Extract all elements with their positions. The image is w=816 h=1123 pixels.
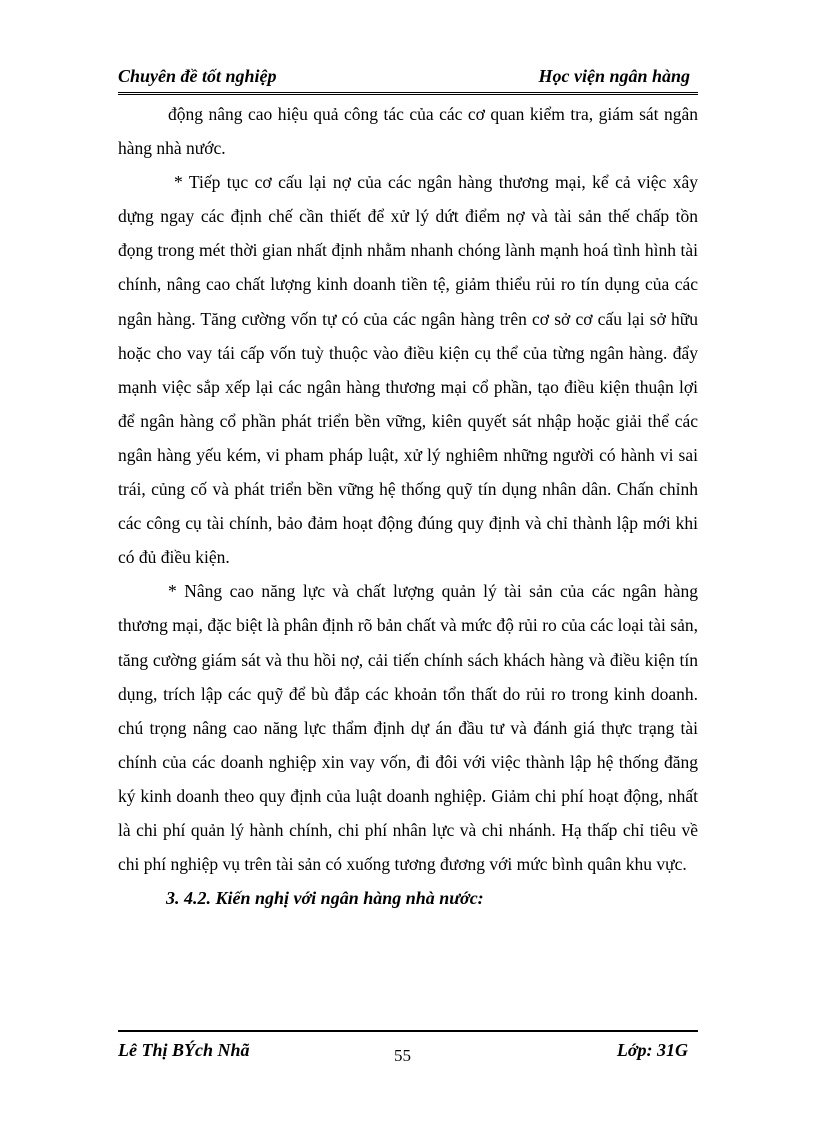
paragraph-asset-management: * Nâng cao năng lực và chất lượng quản lý tài sản của các ngân hàng thương mại, đặc biệt là phân định rõ bản chất và mức độ rủi ro của các loại tài sản, tăng cường giám sát và thu hồi nợ, cải tiến chính sách khách hàng và điều kiện tín dụng, trích lập các quỹ để bù đắp các khoản tổn thất do rủi ro trong kinh doanh. chú trọng nâng cao năng lực thẩm định dự án đầu tư và đánh giá thực trạng tài chính của các doanh nghiệp xin vay vốn, đi đôi với việc thành lập hệ thống đăng ký kinh doanh theo quy định của luật doanh nghiệp. Giảm chi phí hoạt động, nhất là chi phí quản lý hành chính, chi phí nhân lực và chi nhánh. Hạ thấp chỉ tiêu về chi phí nghiệp vụ trên tài sản có xuống tương đương với mức bình quân khu vực. — [118, 581, 698, 875]
paragraph-debt-restructuring: * Tiếp tục cơ cấu lại nợ của các ngân hàng thương mại, kể cả việc xây dựng ngay các định chế cần thiết để xử lý dứt điểm nợ và tài sản thế chấp tồn đọng trong mét thời gian nhất định nhằm nhanh chóng lành mạnh hoá tình hình tài chính, nâng cao chất lượng kinh doanh tiền tệ, giảm thiểu rủi ro tín dụng của các ngân hàng. Tăng cường vốn tự có của các ngân hàng trên cơ sở cơ cấu lại sở hữu hoặc cho vay tái cấp vốn tuỳ thuộc vào điều kiện cụ thể của từng ngân hàng. đẩy mạnh việc sắp xếp lại các ngân hàng thương mại cổ phần, tạo điều kiện thuận lợi để ngân hàng cổ phần phát triển bền vững, kiên quyết sát nhập hoặc giải thể các ngân hàng yếu kém, vi pham pháp luật, xử lý nghiêm những người có hành vi sai trái, củng cố và phát triển bền vững hệ thống quỹ tín dụng nhân dân. Chấn chỉnh các công cụ tài chính, bảo đảm hoạt động đúng quy định và chỉ thành lập mới khi có đủ điều kiện. — [118, 172, 698, 568]
footer-class: Lớp: 31G — [616, 1040, 688, 1060]
footer-author: Lê Thị BÝch Nhã — [118, 1040, 250, 1060]
page-body — [118, 97, 698, 915]
header-document-type: Chuyên đề tốt nghiệp — [118, 66, 277, 86]
page-number: 55 — [394, 1046, 411, 1065]
page-footer — [118, 1030, 698, 1072]
header-institution: Học viện ngân hàng — [538, 66, 690, 86]
paragraph-continuation: động nâng cao hiệu quả công tác của các cơ quan kiểm tra, giám sát ngân hàng nhà nước. — [118, 104, 698, 159]
section-heading: 3. 4.2. Kiến nghị với ngân hàng nhà nước: — [166, 888, 484, 909]
page-header — [118, 62, 698, 95]
